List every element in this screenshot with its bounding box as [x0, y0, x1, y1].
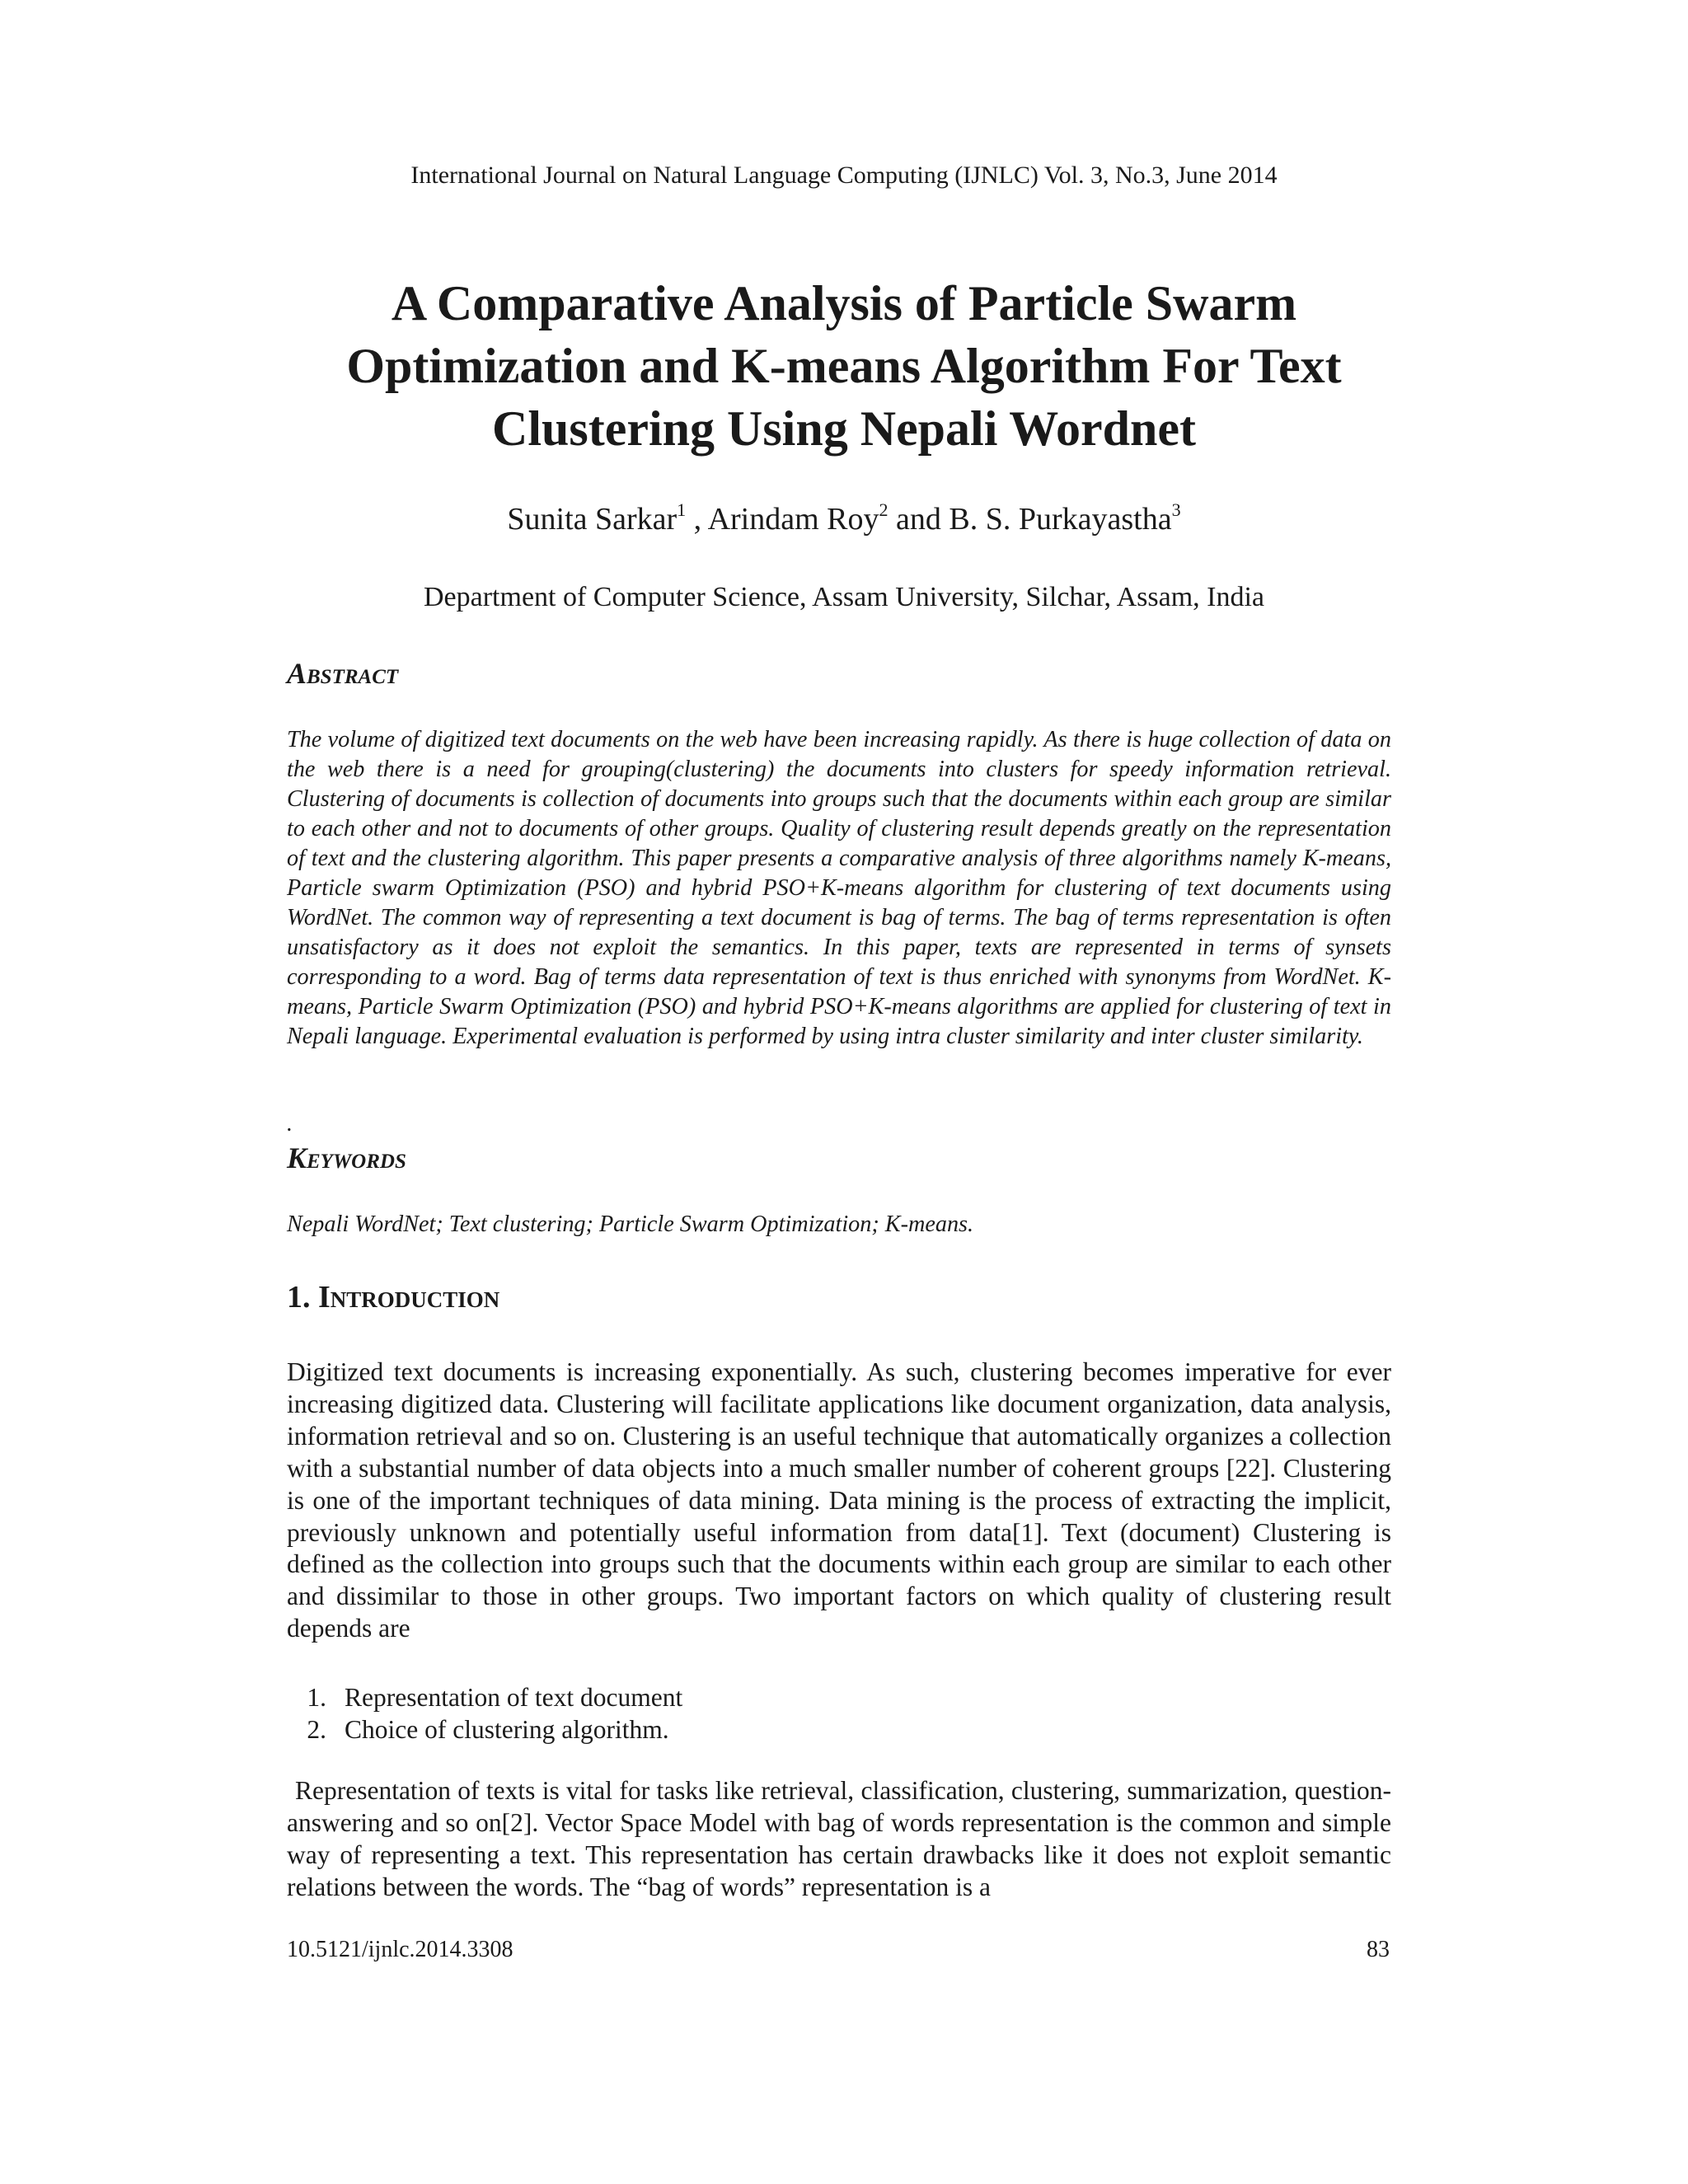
author-separator: , — [686, 502, 708, 537]
keywords-heading: Keywords — [287, 1141, 406, 1174]
author-affiliation-mark: 1 — [677, 499, 687, 520]
list-item — [287, 1713, 682, 1746]
introduction-paragraph: Representation of texts is vital for tasks like retrieval, classification, clustering, summarization, question-answering and so on[2]. Vector Space Model with bag of words representation is the common and simple way of representing a text. This representation has certain drawbacks like it does not exploit semantic relations between the words. The “bag of words” representation is a — [287, 1776, 1391, 1901]
title-line-3: Clustering Using Nepali Wordnet — [492, 401, 1196, 456]
author-separator: and — [888, 502, 950, 537]
list-item-text: Representation of text document — [345, 1683, 683, 1712]
list-item-text: Choice of clustering algorithm. — [345, 1715, 669, 1744]
title-line-2: Optimization and K-means Algorithm For Text — [346, 339, 1342, 393]
page-number: 83 — [1367, 1937, 1390, 1962]
author-affiliation-mark: 2 — [879, 499, 889, 520]
author-name: Arindam Roy — [707, 502, 879, 537]
title-line-1: A Comparative Analysis of Particle Swarm — [391, 276, 1297, 330]
author-list — [0, 501, 1688, 537]
affiliation: Department of Computer Science, Assam University, Silchar, Assam, India — [424, 582, 1264, 612]
list-item-number: 1. — [307, 1683, 326, 1712]
list-item-number: 2. — [307, 1715, 326, 1744]
keywords-text: Nepali WordNet; Text clustering; Particle Swarm Optimization; K-means. — [287, 1212, 974, 1237]
abstract-trailing-dot: . — [287, 1111, 293, 1137]
running-header: International Journal on Natural Language Computing (IJNLC) Vol. 3, No.3, June 2014 — [410, 162, 1278, 189]
list-item — [287, 1681, 682, 1713]
paper-title — [247, 272, 1441, 460]
abstract-heading: Abstract — [287, 657, 399, 690]
introduction-paragraph: Digitized text documents is increasing exponentially. As such, clustering becomes imperative for ever increasing digitized data. Clustering will facilitate applications like document organization, data analysis, information retrieval and so on. Clustering is an useful technique that automatically organizes a collection with a substantial number of data objects into a much smaller number of coherent groups [22]. Clustering is one of the important techniques of data mining. Data mining is the process of extracting the implicit, previously unknown and potentially useful information from data[1]. Text (document) Clustering is defined as the collection into groups such that the documents within each group are similar to each other and dissimilar to those in other groups. Two important factors on which quality of clustering result depends are — [287, 1357, 1391, 1643]
author-name: B. S. Purkayastha — [949, 502, 1172, 537]
introduction-heading: 1. Introduction — [287, 1280, 500, 1315]
footer-doi: 10.5121/ijnlc.2014.3308 — [287, 1937, 513, 1962]
factor-list — [287, 1681, 682, 1746]
abstract-text: The volume of digitized text documents on the web have been increasing rapidly. As there is huge collection of data on the web there is a need for grouping(clustering) the documents into clusters for speedy information retrieval. Clustering of documents is collection of documents into groups such that the documents within each group are similar to each other and not to documents of other groups. Quality of clustering result depends greatly on the representation of text and the clustering algorithm. This paper presents a comparative analysis of three algorithms namely K-means, Particle swarm Optimization (PSO) and hybrid PSO+K-means algorithm for clustering of text documents using WordNet. The common way of representing a text document is bag of terms. The bag of terms representation is often unsatisfactory as it does not exploit the semantics. In this paper, texts are represented in terms of synsets corresponding to a word. Bag of terms data representation of text is thus enriched with synonyms from WordNet. K-means, Particle Swarm Optimization (PSO) and hybrid PSO+K-means algorithms are applied for clustering of text in Nepali language. Experimental evaluation is performed by using intra cluster similarity and inter cluster similarity. — [287, 727, 1391, 1049]
author-name: Sunita Sarkar — [507, 502, 678, 537]
author-affiliation-mark: 3 — [1171, 499, 1181, 520]
